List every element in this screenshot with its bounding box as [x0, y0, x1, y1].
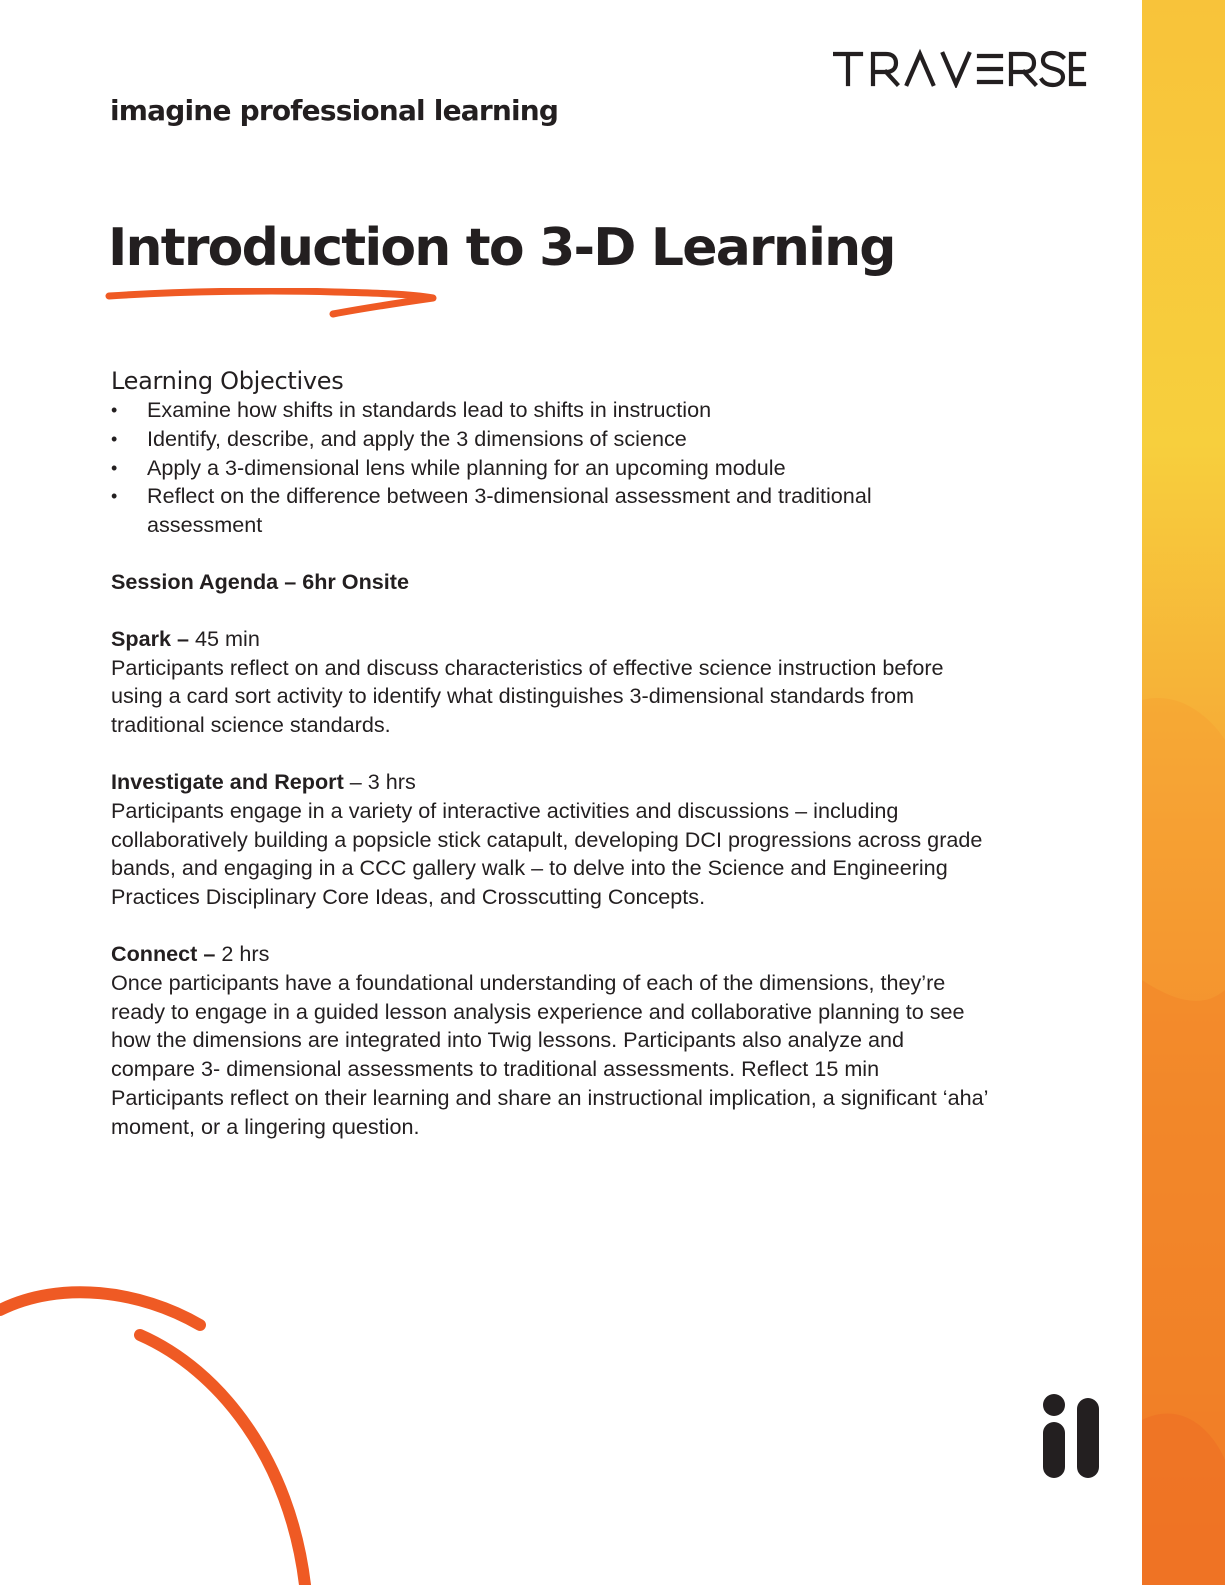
side-gradient-band: [1142, 0, 1225, 1585]
list-item: [111, 482, 991, 540]
phase-duration: 45 min: [189, 625, 260, 651]
phase-line: [111, 625, 991, 654]
agenda-block-connect: [111, 940, 991, 1142]
phase-duration: 2 hrs: [215, 940, 270, 966]
traverse-logo: [833, 42, 1088, 88]
objective-text: Apply a 3-dimensional lens while planning for an upcoming module: [147, 454, 786, 480]
agenda-block-spark: [111, 625, 991, 740]
phase-name: Connect –: [111, 940, 216, 966]
corner-swirl-decoration: [0, 1280, 340, 1585]
phase-description: Participants engage in a variety of interactive activities and discussions – including collaboratively building a popsicle stick catapult, developing DCI progressions across grade bands, and engaging in a CCC gallery walk – to delve into the Science and Engineering Practices Disciplinary Core Ideas, and Crosscutting Concepts.: [111, 797, 983, 910]
phase-line: [111, 768, 991, 797]
objective-text: Identify, describe, and apply the 3 dimensions of science: [147, 425, 687, 451]
agenda-heading: Session Agenda – 6hr Onsite: [111, 568, 409, 594]
bullet-icon: •: [111, 400, 118, 420]
phase-name: Investigate and Report: [111, 768, 344, 794]
list-item: [111, 396, 991, 425]
bullet-icon: •: [111, 457, 118, 478]
list-item: [111, 425, 991, 454]
phase-description: Participants reflect on and discuss characteristics of effective science instruction before using a card sort activity to identify what distinguishes 3-dimensional standards from traditional science standards.: [111, 654, 944, 738]
brand-tagline: imagine professional learning: [110, 94, 559, 127]
phase-description: Once participants have a foundational understanding of each of the dimensions, they’re ready to engage in a guided lesson analysis experience and collaborative planning to see how the dimensions are integrated into Twig lessons. Participants also analyze and compare 3- dimensional assessments to traditional assessments. Reflect 15 min Participants reflect on their learning and share an instructional implication, a significant ‘aha’ moment, or a lingering question.: [111, 969, 988, 1139]
phase-duration: – 3 hrs: [343, 768, 416, 794]
bullet-icon: •: [111, 486, 118, 507]
objective-text: Examine how shifts in standards lead to shifts in instruction: [147, 397, 712, 422]
main-content: [111, 366, 991, 1142]
list-item: [111, 454, 991, 483]
il-logo-icon: [1040, 1392, 1102, 1480]
title-underline-arrow: [105, 288, 445, 322]
agenda-block-investigate: [111, 768, 991, 912]
objectives-list: [111, 396, 991, 540]
page-title: Introduction to 3-D Learning: [108, 218, 895, 278]
objective-text: Reflect on the difference between 3-dimensional assessment and traditional assessment: [147, 483, 872, 538]
phase-line: [111, 940, 991, 969]
band-swirl-decoration: [1142, 0, 1225, 1585]
phase-name: Spark –: [111, 625, 190, 651]
objectives-heading: Learning Objectives: [111, 367, 344, 395]
bullet-icon: •: [111, 428, 118, 449]
